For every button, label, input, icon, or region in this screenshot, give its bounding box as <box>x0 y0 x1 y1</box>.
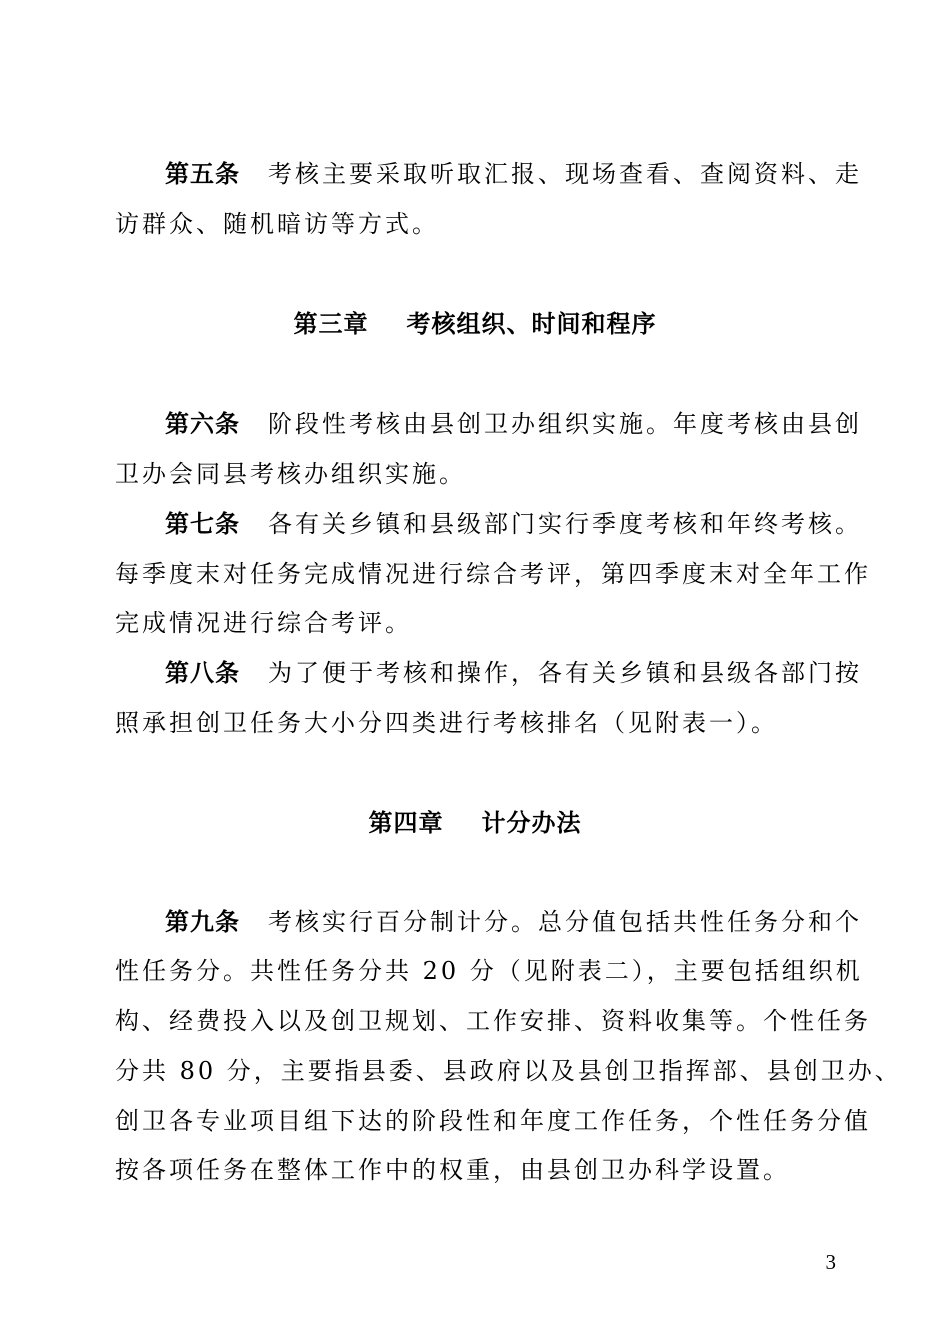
chapter-4-title: 计分办法 <box>481 809 582 837</box>
chapter-4-number: 第四章 <box>368 809 444 837</box>
article-9-paragraph <box>165 906 862 938</box>
article-6-text-line-2: 卫办会同县考核办组织实施。 <box>115 460 466 488</box>
chapter-4-heading <box>0 807 950 839</box>
chapter-3-number: 第三章 <box>293 310 369 338</box>
article-8-label: 第八条 <box>165 659 240 687</box>
article-5-text-line-2: 访群众、随机暗访等方式。 <box>115 210 439 238</box>
article-8-text-line-2: 照承担创卫任务大小分四类进行考核排名（见附表一）。 <box>115 709 778 737</box>
article-9-text-line-6: 按各项任务在整体工作中的权重，由县创卫办科学设置。 <box>115 1156 790 1184</box>
article-9-text-line-4: 分共 80 分，主要指县委、县政府以及县创卫指挥部、县创卫办、 <box>115 1057 902 1085</box>
article-7-label: 第七条 <box>165 510 240 538</box>
article-8-paragraph <box>165 657 862 689</box>
article-9-text-line-2: 性任务分。共性任务分共 20 分（见附表二），主要包括组织机 <box>115 957 863 985</box>
chapter-3-title: 考核组织、时间和程序 <box>406 310 657 338</box>
article-6-label: 第六条 <box>165 410 240 438</box>
article-9-text-line-1: 考核实行百分制计分。总分值包括共性任务分和个 <box>268 908 862 936</box>
article-6-text-line-1: 阶段性考核由县创卫办组织实施。年度考核由县创 <box>268 410 862 438</box>
article-7-text-line-1: 各有关乡镇和县级部门实行季度考核和年终考核。 <box>268 510 862 538</box>
article-8-text-line-1: 为了便于考核和操作，各有关乡镇和县级各部门按 <box>268 659 862 687</box>
article-9-text-line-5: 创卫各专业项目组下达的阶段性和年度工作任务，个性任务分值 <box>115 1107 871 1135</box>
chapter-3-heading <box>0 308 950 340</box>
article-6-paragraph <box>165 408 862 440</box>
article-9-label: 第九条 <box>165 908 240 936</box>
article-9-text-line-3: 构、经费投入以及创卫规划、工作安排、资料收集等。个性任务 <box>115 1007 871 1035</box>
page-number: 3 <box>825 1250 836 1274</box>
article-5-text-line-1: 考核主要采取听取汇报、现场查看、查阅资料、走 <box>268 160 862 188</box>
article-7-text-line-2: 每季度末对任务完成情况进行综合考评，第四季度末对全年工作 <box>115 560 871 588</box>
article-5-paragraph <box>165 158 862 190</box>
article-5-label: 第五条 <box>165 160 240 188</box>
article-7-paragraph <box>165 508 862 540</box>
article-7-text-line-3: 完成情况进行综合考评。 <box>115 609 412 637</box>
